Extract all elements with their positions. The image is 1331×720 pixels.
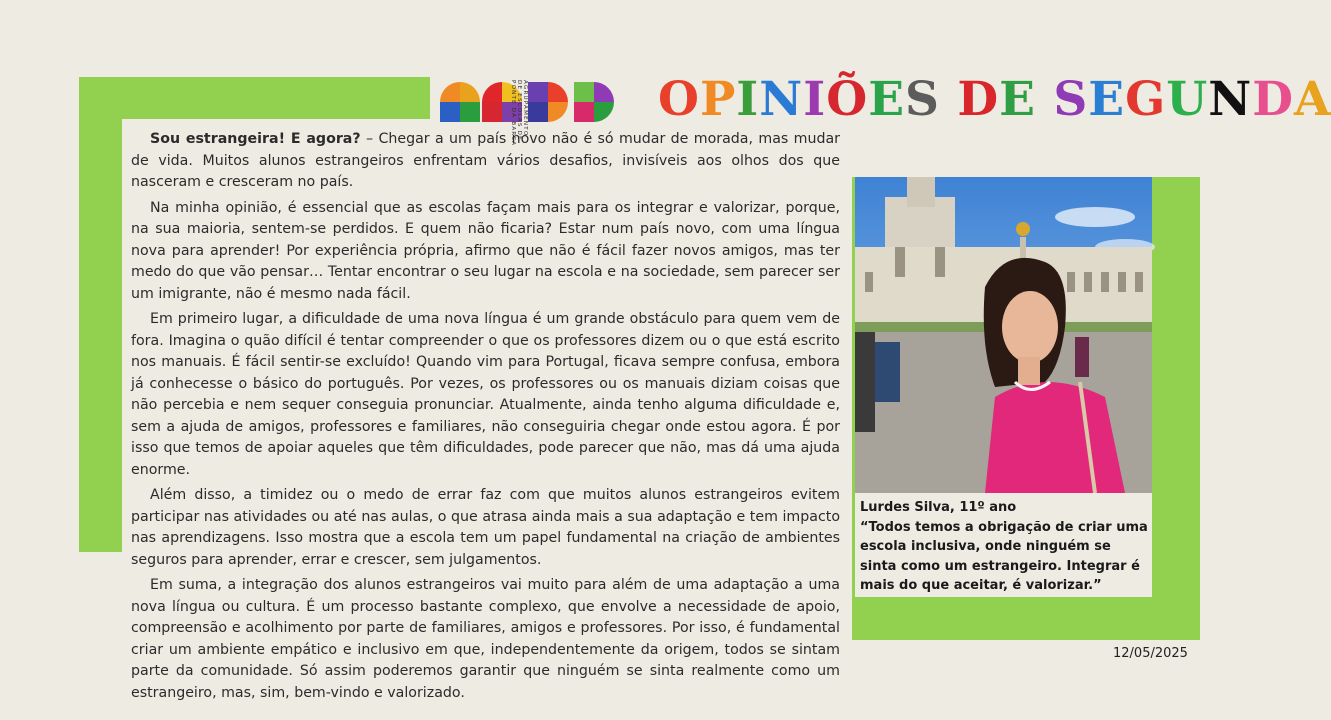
title-letter: N — [759, 72, 804, 127]
title-letter: N — [1208, 72, 1253, 127]
title-letter: E — [868, 72, 906, 127]
article-body — [131, 129, 840, 708]
title-letter: G — [1125, 72, 1167, 127]
paragraph-3: Em primeiro lugar, a dificuldade de uma nova língua é um grande obstáculo para quem vem de fora. Imagina o quão difícil é tentar compreender o que os professores dizem ou o que está escrito nos manuais. É fácil sentir-se excluído! Quando vim para Portugal, ficava sempre confusa, embora já conhecesse o básico do português. Por vezes, os professores ou os manuais diziam coisas que não percebia e nem sequer conseguia pronunciar. Atualmente, ainda tenho alguma dificuldade e, sem a ajuda de amigos, professores e familiares, não conseguiria chegar onde estou agora. É por isso que temos de apoiar aqueles que têm dificuldades, pode parecer que não, mas dá uma ajuda enorme. — [131, 311, 840, 478]
caption-author: Lurdes Silva, 11º ano — [860, 500, 1017, 515]
title-letter: I — [736, 72, 760, 127]
student-photo — [855, 177, 1152, 493]
title-letter: U — [1166, 72, 1209, 127]
publication-date: 12/05/2025 — [1113, 646, 1188, 661]
title-letter: O — [658, 72, 700, 127]
paragraph-2: Na minha opinião, é essencial que as escolas façam mais para os integrar e valorizar, porque, na sua maioria, sentem-se perdidos. E quem não ficaria? Estar num país novo, com uma língua nova para aprender! Por experiência própria, afirmo que não é fácil fazer novos amigos, mas ter medo do que vão pensar… Tentar encontrar o seu lugar na escola e na sociedade, sem parecer ser um imigrante, não é mesmo nada fácil. — [131, 199, 840, 302]
title-letter: P — [699, 72, 737, 127]
title-letter: E — [999, 72, 1036, 127]
school-logo — [438, 80, 620, 124]
title-letter: I — [803, 72, 827, 127]
logo-mark-1 — [440, 82, 480, 122]
photo-caption — [860, 498, 1150, 596]
title-letter: S — [905, 72, 940, 127]
title-letter: S — [1053, 72, 1089, 127]
title-letter: D — [957, 72, 1000, 127]
logo-mark-4 — [574, 82, 614, 122]
title-letter — [1036, 72, 1053, 128]
title-letter: Õ — [826, 72, 869, 127]
paragraph-4: Além disso, a timidez ou o medo de errar faz com que muitos alunos estrangeiros evitem participar nas atividades ou até nas aulas, o que atrasa ainda mais a sua adaptação e tem impacto nas aprendizagens. Isso mostra que a escola tem um papel fundamental na criação de ambientes seguros para aprender, errar e crescer, sem julgamentos. — [131, 487, 840, 568]
caption-quote: “Todos temos a obrigação de criar uma escola inclusiva, onde ninguém se sinta como um estrangeiro. Integrar é mais do que aceitar, é valorizar.” — [860, 519, 1148, 593]
paragraph-1: Sou estrangeira! E agora? – Chegar a um país novo não é só mudar de morada, mas mudar de vida. Muitos alunos estrangeiros enfrentam vários desafios, invisíveis aos olhos dos que nasceram e cresceram no país. — [131, 131, 840, 190]
logo-mark-3 — [528, 82, 568, 122]
article-lead: Sou estrangeira! E agora? — [150, 131, 361, 147]
title-letter — [940, 72, 957, 128]
title-letter: A — [1294, 72, 1331, 127]
logo-text: AGRUPAMENTO DE ESCOLAS DE PONTE DA BARCA — [510, 80, 528, 147]
page-title — [658, 72, 1331, 128]
paragraph-5: Em suma, a integração dos alunos estrangeiros vai muito para além de uma adaptação a uma nova língua ou cultura. É um processo bastante complexo, que envolve a necessidade de apoio, compreensão e acolhimento por parte de familiares, amigos e professores. Por isso, é fundamental criar um ambiente empático e inclusivo em que, independentemente da origem, todos se sintam parte da comunidade. Só assim poderemos garantir que ninguém se sinta realmente como um estrangeiro, mas, sim, bem-vindo e valorizado. — [131, 577, 840, 701]
title-letter: E — [1088, 72, 1126, 127]
title-letter: D — [1252, 72, 1294, 127]
